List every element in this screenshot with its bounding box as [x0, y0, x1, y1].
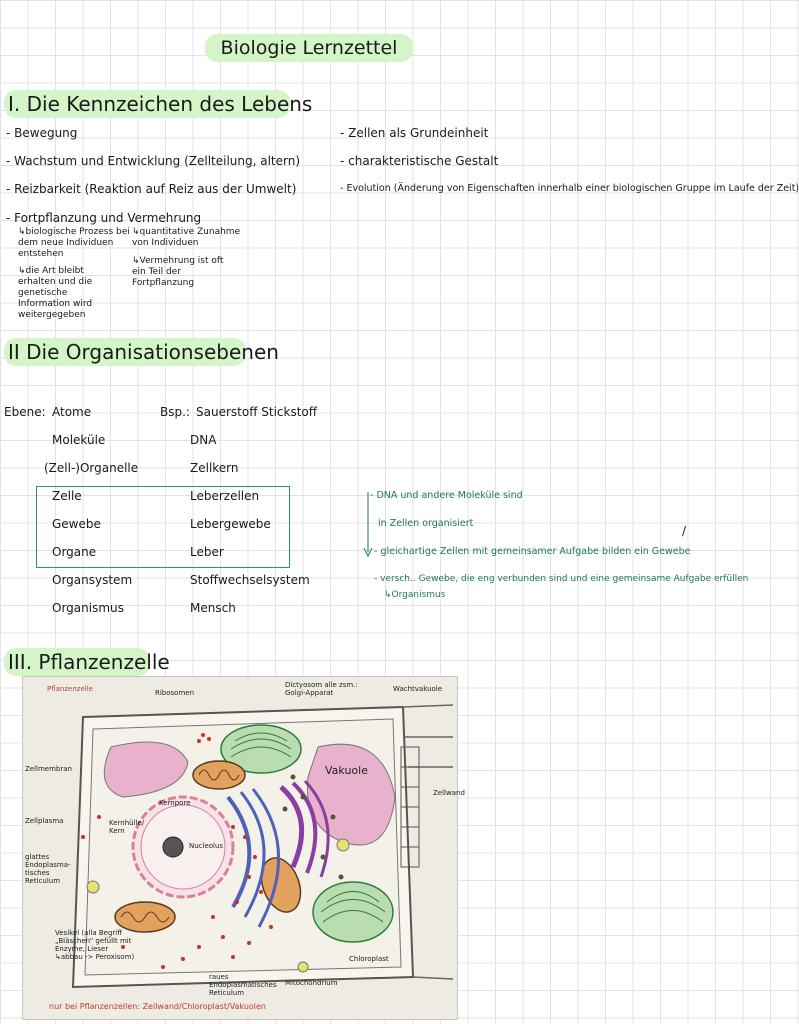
- label-wachtvakuole: Wachtvakuole: [393, 685, 443, 693]
- level-organe: Organe: [52, 545, 97, 559]
- level-zelle: Zelle: [52, 489, 82, 503]
- vesicle-1: [87, 881, 99, 893]
- example-zelle: Leberzellen: [190, 489, 260, 503]
- label-dictyosom: Dictyosom alle zsm.: Golgi-Apparat: [285, 681, 358, 697]
- example-organismus: Mensch: [190, 601, 236, 615]
- note-organ: - versch.. Gewebe, die eng verbunden sind und eine gemeinsame Aufgabe erfüllen: [374, 574, 749, 584]
- label-zellplasma: Zellplasma: [25, 817, 64, 825]
- ebene-label: Ebene:: [4, 405, 46, 419]
- example-organelle: Zellkern: [190, 461, 239, 475]
- bsp-label: Bsp.:: [160, 405, 190, 419]
- label-zellwand: Zellwand: [433, 789, 465, 797]
- note-fortpflanzung: ↳biologische Prozess bei dem neue Individuen entstehen: [18, 227, 130, 259]
- label-footer: nur bei Pflanzenzellen: Zellwand/Chloroplast/Vakuolen: [49, 1002, 267, 1011]
- label-mitochondrium: Mitochondrium: [285, 979, 338, 987]
- label-kernhuelle: Kernhülle/ Kern: [109, 819, 145, 835]
- label-raues-er: raues Endoplasmatisches Reticulum: [209, 973, 277, 997]
- label-vakuole: Vakuole: [325, 764, 368, 777]
- example-molekuele: DNA: [190, 433, 217, 447]
- label-pflanzenzelle: Pflanzenzelle: [47, 685, 93, 693]
- list-item-gestalt: - charakteristische Gestalt: [340, 154, 499, 168]
- section-2-heading: II Die Organisationsebenen: [4, 338, 246, 366]
- level-organsystem: Organsystem: [52, 573, 133, 587]
- plant-cell-drawing: [23, 677, 457, 1019]
- example-gewebe: Lebergewebe: [190, 517, 271, 531]
- example-organe: Leber: [190, 545, 224, 559]
- level-organelle: (Zell-)Organelle: [44, 461, 139, 475]
- vesicle-3: [298, 962, 308, 972]
- note-vermehrung: ↳quantitative Zunahme von Individuen: [132, 227, 241, 248]
- section-3-heading: III. Pflanzenzelle: [4, 648, 150, 676]
- list-item-fortpflanzung: - Fortpflanzung und Vermehrung: [6, 211, 202, 225]
- note-vermehrung-teil: ↳Vermehrung ist oft ein Teil der Fortpflanzung: [132, 256, 224, 288]
- plant-cell-diagram: [22, 676, 465, 1020]
- note-dna: - DNA und andere Moleküle sind: [370, 490, 523, 501]
- example-atome: Sauerstoff Stickstoff: [196, 405, 318, 419]
- level-molekuele: Moleküle: [52, 433, 106, 447]
- note-art: ↳die Art bleibt erhalten und die genetische Information wird weitergegeben: [18, 266, 93, 320]
- note-organisiert: in Zellen organisiert: [378, 518, 474, 529]
- note-organismus: ↳Organismus: [384, 590, 446, 600]
- level-atome: Atome: [52, 405, 92, 419]
- nucleolus-shape: [163, 837, 183, 857]
- label-zellmembran: Zellmembran: [25, 765, 72, 773]
- note-gewebe: - gleichartige Zellen mit gemeinsamer Aufgabe bilden ein Gewebe: [374, 546, 691, 557]
- list-item-wachstum: - Wachstum und Entwicklung (Zellteilung, altern): [6, 154, 301, 168]
- list-item-reizbarkeit: - Reizbarkeit (Reaktion auf Reiz aus der Umwelt): [6, 182, 297, 196]
- label-glattes-er: glattes Endoplasma- tisches Reticulum: [25, 853, 71, 885]
- section-1-heading: I. Die Kennzeichen des Lebens: [4, 90, 290, 118]
- level-gewebe: Gewebe: [52, 517, 101, 531]
- stray-mark: /: [682, 524, 687, 538]
- list-item-evolution: - Evolution (Änderung von Eigenschaften innerhalb einer biologischen Gruppe im Laufe der Zeit): [340, 183, 799, 194]
- vesicle-2: [337, 839, 349, 851]
- label-nucleolus: Nucleolus: [189, 842, 224, 850]
- label-kernpore: Kernpore: [159, 799, 191, 807]
- list-item-bewegung: - Bewegung: [6, 126, 78, 140]
- level-organismus: Organismus: [52, 601, 124, 615]
- list-item-zellen: - Zellen als Grundeinheit: [340, 126, 489, 140]
- label-vesikel: Vesikel (alla Begriff „Bläschen“ gefüllt mit Enzyme, Lieser ↳abbau -> Peroxisom): [55, 929, 135, 961]
- example-organsystem: Stoffwechselsystem: [190, 573, 310, 587]
- label-ribosomen: Ribosomen: [155, 689, 195, 697]
- label-chloroplast: Chloroplast: [349, 955, 389, 963]
- page-title: Biologie Lernzettel: [205, 34, 413, 62]
